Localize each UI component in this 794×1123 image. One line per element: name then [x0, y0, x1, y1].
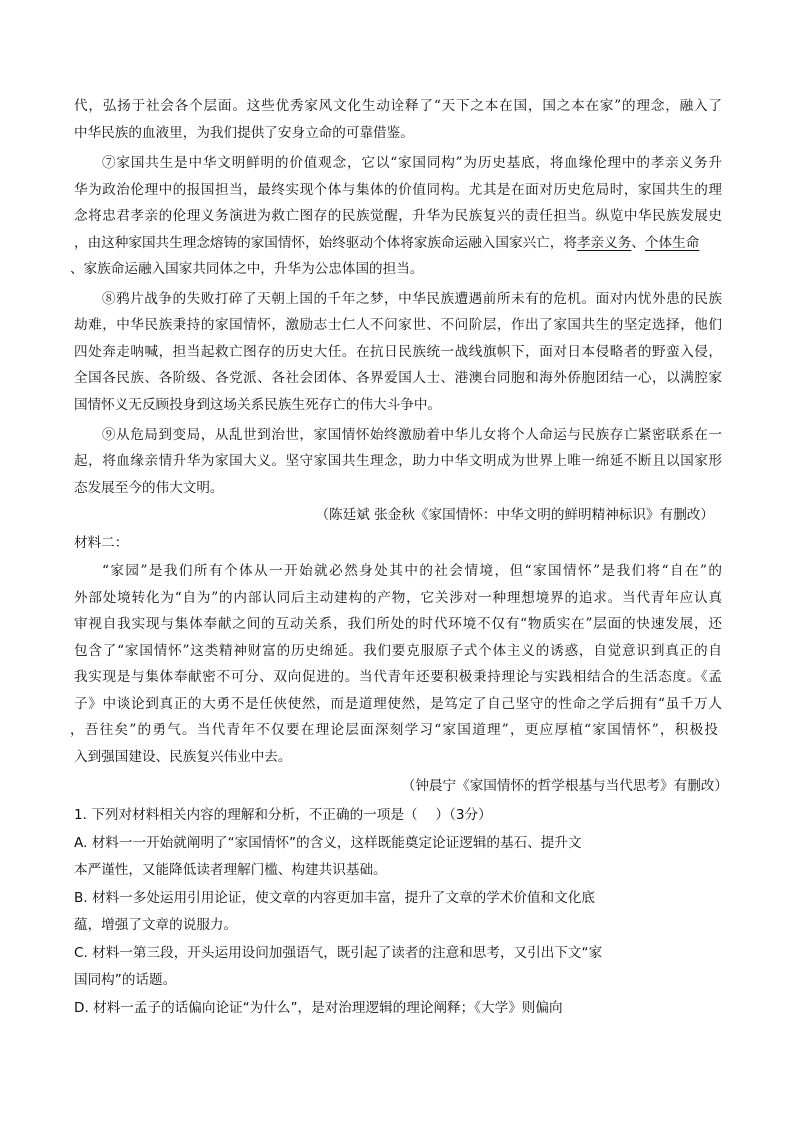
passage-line: 、家族命运融入国家共同体之中，升华为公忠体国的担当。 [70, 261, 424, 277]
paragraph-9-line: ⑨从危局到变局，从乱世到治世，家国情怀始终激励着中华儿女将个人命运与民族存亡紧密联系在一 [102, 427, 722, 443]
option-d: D. 材料一孟子的话偏向论证“为什么”，是对治理逻辑的理论阐释；《大学》则偏向 [74, 1000, 563, 1016]
passage-line: 代，弘扬于社会各个层面。这些优秀家风文化生动诠释了“天下之本在国，国之本在家”的理念，融入了 [74, 98, 722, 114]
passage-line: 劫难，中华民族秉持的家国情怀，激励志士仁人不问家世、不问阶层，作出了家国共生的坚定选择，他们 [74, 317, 722, 333]
passage-line: 中华民族的血液里，为我们提供了安身立命的可靠借鉴。 [74, 125, 414, 141]
option-b: B. 材料一多处运用引用论证，使文章的内容更加丰富，提升了文章的学术价值和文化底 [74, 890, 595, 906]
passage-line: 起，将血缘亲情升华为家国大义。坚守家国共生理念，助力中华文明成为世界上唯一绵延不断且以国家形 [74, 453, 722, 469]
option-a: A. 材料一一开始就阐明了“家国情怀”的含义，这样既能奠定论证逻辑的基石、提升文 [74, 835, 582, 851]
source-citation: （钟晨宁《家国情怀的哲学根基与当代思考》有删改） [401, 778, 728, 794]
question-stem: 1. 下列对材料相关内容的理解和分析，不正确的一项是（ ）（3分） [74, 807, 492, 823]
material-two-line: ，吾往矣”的勇气。当代青年不仅要在理论层面深刻学习“家国道理”，更应厚植“家国情怀”，积极投 [70, 722, 718, 738]
passage-line: 华为政治伦理中的报国担当，最终实现个体与集体的价值同构。尤其是在面对历史危局时，家国共生的理 [74, 182, 722, 198]
separator: 、 [631, 235, 645, 251]
material-two-line: 我实现是与集体奉献密不可分、双向促进的。当代青年还要积极秉持理论与实践相结合的生活态度。《孟 [74, 669, 722, 685]
passage-line [74, 233, 722, 253]
material-two-line: 包含了“家国情怀”这类精神财富的历史绵延。我们要克服原子式个体主义的诱惑，自觉意识到真正的自 [74, 643, 722, 659]
passage-line: 态发展至今的伟大文明。 [74, 480, 224, 496]
passage-line: 念将忠君孝亲的伦理义务演进为救亡图存的民族觉醒，升华为民族复兴的责任担当。纵览中华民族发展史 [74, 208, 722, 224]
underlined-phrase: 孝亲义务 [576, 235, 632, 251]
material-two-line: 审视自我实现与集体奉献之间的互动关系，我们所处的时代环境不仅有“物质实在”层面的快速发展，还 [74, 616, 722, 632]
material-two-line: 子》中谈论到真正的大勇不是任侠使然，而是道理使然，是笃定了自己坚守的性命之学后拥有“虽千万人 [74, 696, 722, 712]
material-two-heading: 材料二： [74, 535, 129, 551]
paragraph-7-line: ⑦家国共生是中华文明鲜明的价值观念，它以“家国同构”为历史基底，将血缘伦理中的孝亲义务升 [102, 155, 722, 171]
material-two-line: 入到强国建设、民族复兴伟业中去。 [74, 749, 292, 765]
option-a-continuation: 本严谨性，又能降低读者理解门槛、构建共识基础。 [74, 862, 387, 878]
passage-text: ，由这种家国共生理念熔铸的家国情怀，始终驱动个体将家族命运融入国家兴亡，将 [74, 235, 577, 251]
material-two-line: “家园”是我们所有个体从一开始就必然身处其中的社会情境，但“家国情怀”是我们将“自在”的 [102, 563, 722, 579]
material-two-line: 外部处境转化为“自为”的内部认同后主动建构的产物，它关涉对一种理想境界的追求。当代青年应认真 [74, 590, 722, 606]
option-b-continuation: 蕴，增强了文章的说服力。 [74, 917, 238, 933]
paragraph-8-line: ⑧鸦片战争的失败打碎了天朝上国的千年之梦，中华民族遭遇前所未有的危机。面对内忧外患的民族 [102, 291, 722, 307]
passage-line: 国情怀义无反顾投身到这场关系民族生死存亡的伟大斗争中。 [74, 397, 442, 413]
passage-line: 四处奔走呐喊，担当起救亡图存的历史大任。在抗日民族统一战线旗帜下，面对日本侵略者的野蛮入侵， [74, 344, 722, 360]
passage-line: 全国各民族、各阶级、各党派、各社会团体、各界爱国人士、港澳台同胞和海外侨胞团结一心，以满腔家 [74, 370, 722, 386]
option-c-continuation: 国同构”的话题。 [74, 972, 177, 988]
option-c: C. 材料一第三段，开头运用设问加强语气，既引起了读者的注意和思考，又引出下文“家 [74, 945, 603, 961]
underlined-phrase: 个体生命 [644, 235, 700, 251]
source-citation: （陈廷斌 张金秋《家国情怀：中华文明的鲜明精神标识》有删改） [315, 507, 714, 523]
